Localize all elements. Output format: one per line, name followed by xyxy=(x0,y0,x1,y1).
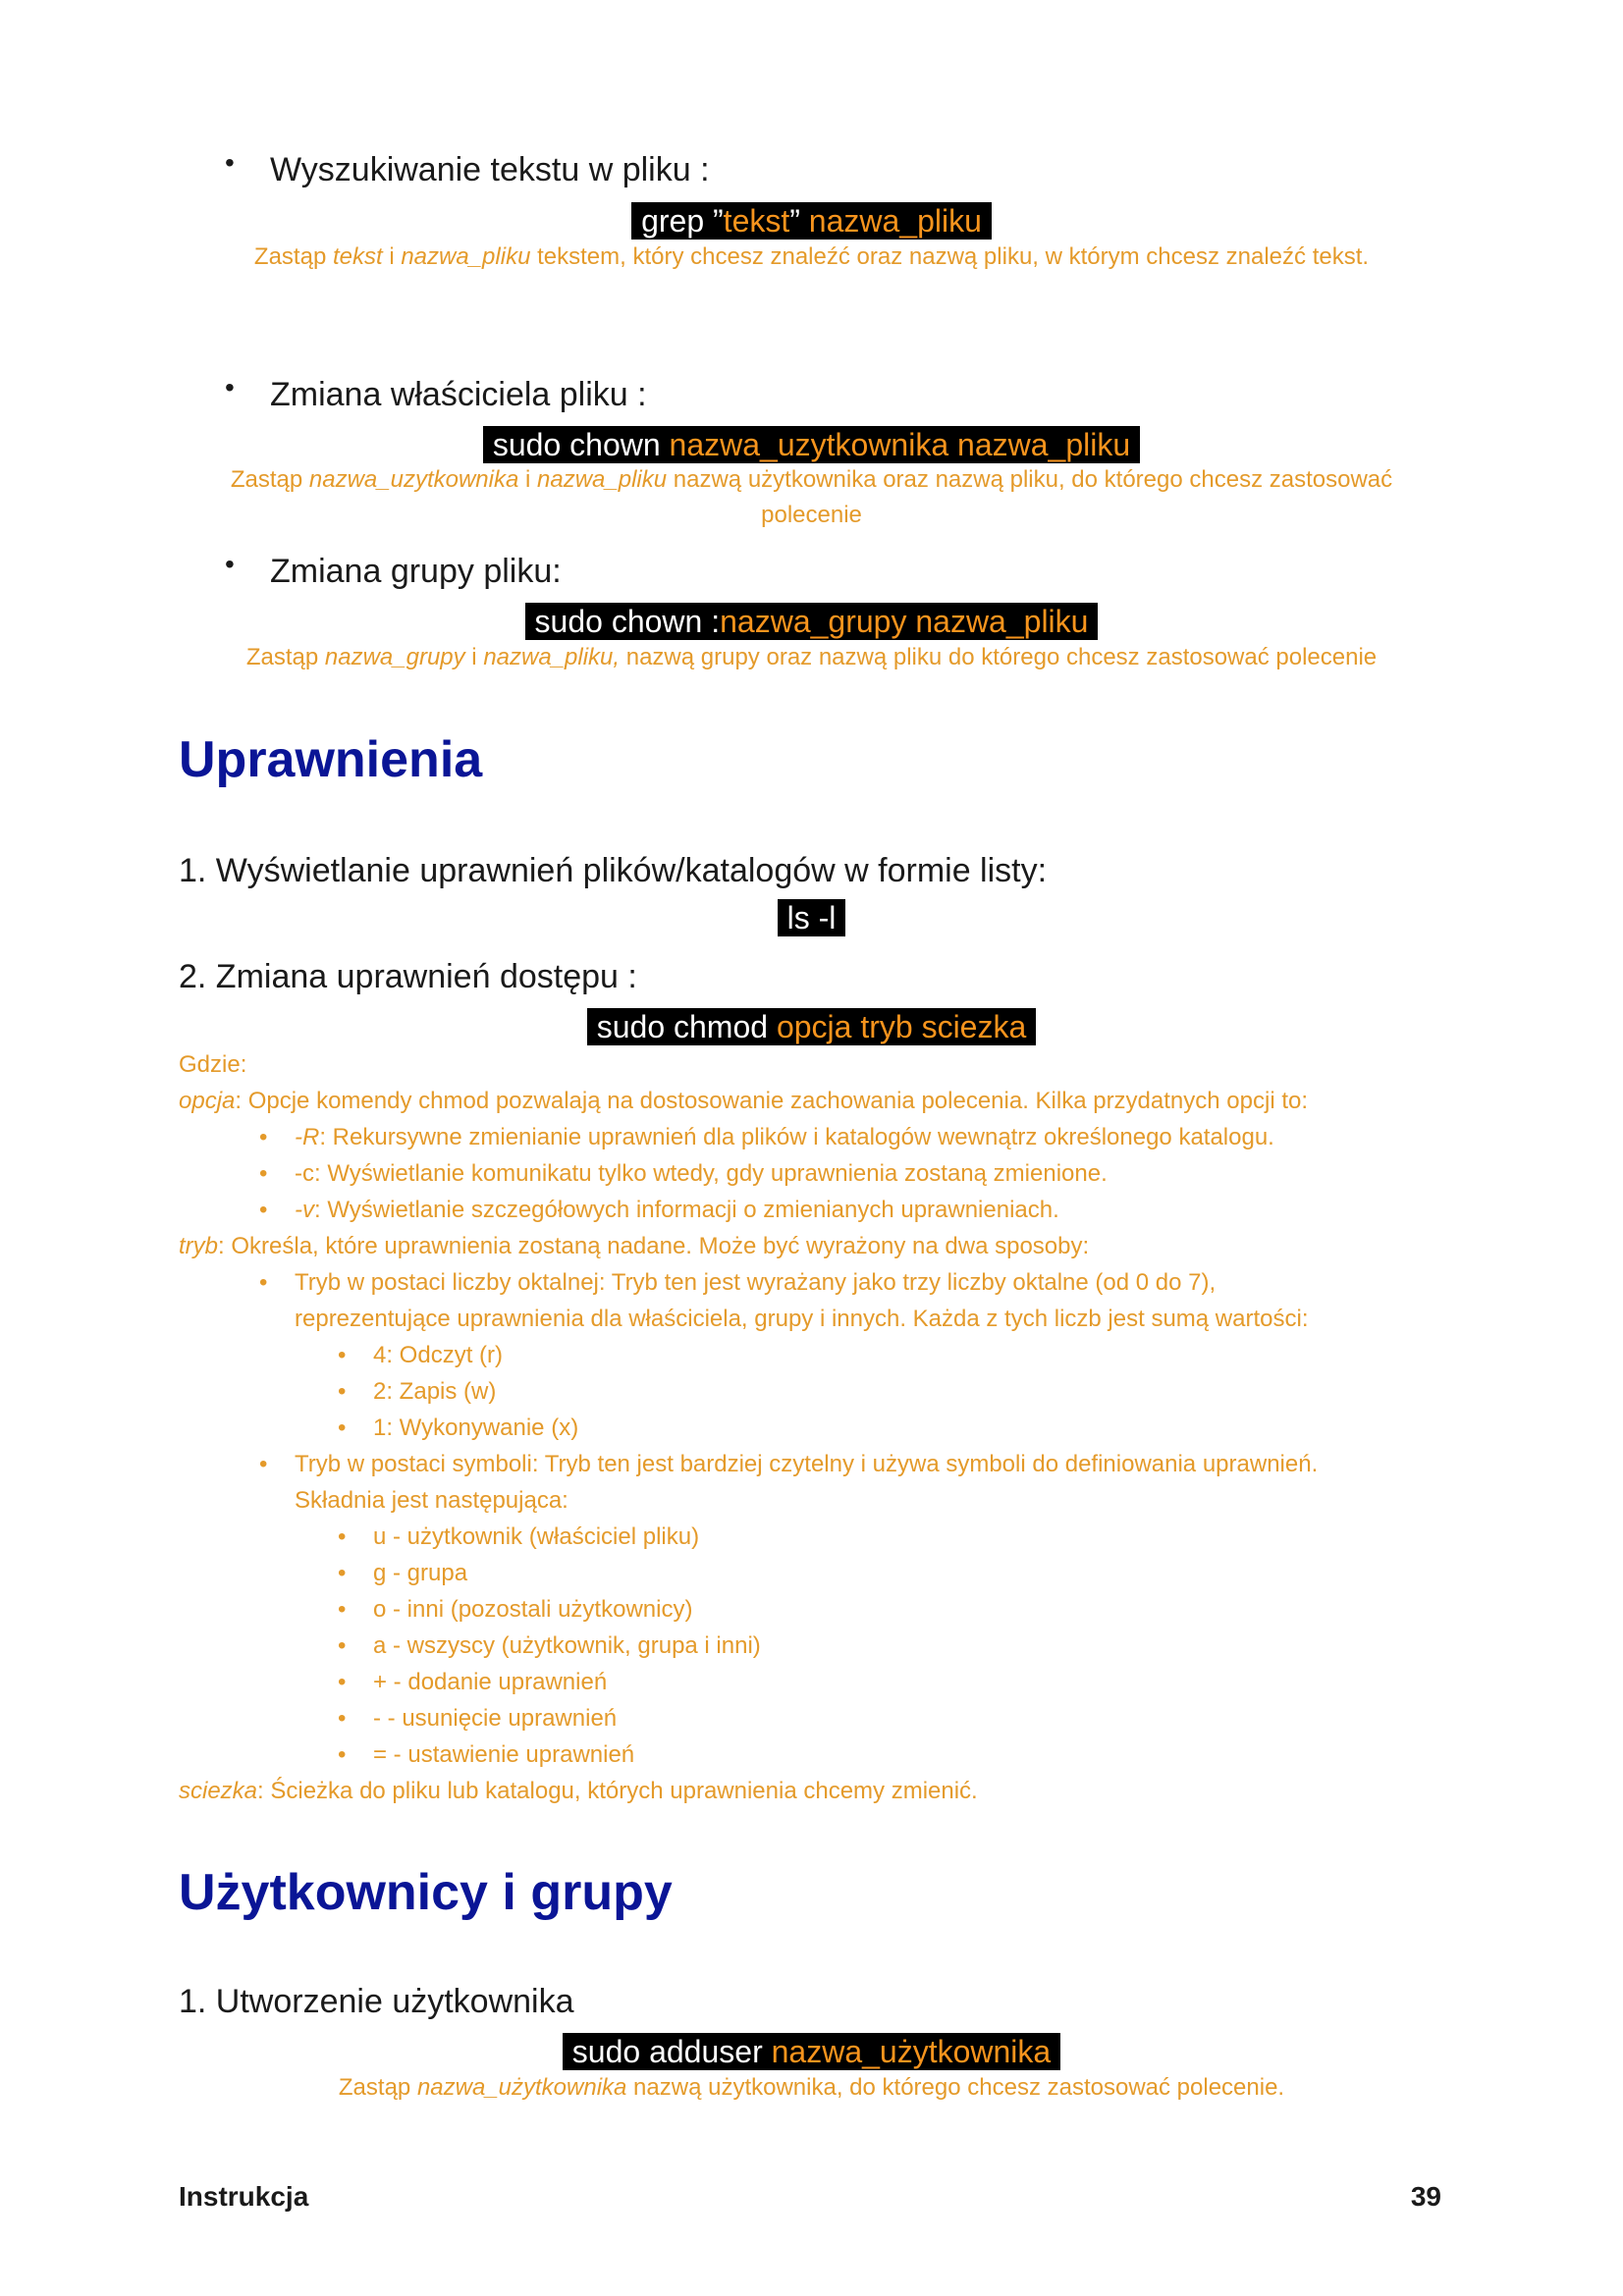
instruction-note: Zastąp nazwa_grupy i nazwa_pliku, nazwą grupy oraz nazwą pliku do którego chcesz zastosować polecenie xyxy=(245,644,1378,670)
bullet-icon: • xyxy=(259,1197,268,1223)
list-item: • 2: Zapis (w) xyxy=(373,1373,496,1410)
opcja-description: opcja: Opcje komendy chmod pozwalają na dostosowanie zachowania polecenia. Kilka przydatnych opcji to: xyxy=(179,1088,1308,1114)
list-item: • -R: Rekursywne zmienianie uprawnień dla plików i katalogów wewnątrz określonego katalogu. xyxy=(295,1119,1274,1155)
command-arg: nazwa_uzytkownika nazwa_pliku xyxy=(669,427,1131,462)
instruction-note: Zastąp nazwa_użytkownika nazwą użytkownika, do którego chcesz zastosować polecenie. xyxy=(338,2074,1285,2101)
command-text: sudo chmod xyxy=(596,1009,777,1044)
list-item: • -v: Wyświetlanie szczegółowych informacji o zmienianych uprawnieniach. xyxy=(295,1192,1059,1228)
command-block xyxy=(483,426,1140,463)
bullet-icon: • xyxy=(338,1741,347,1768)
bullet-icon: • xyxy=(338,1669,347,1695)
bullet-heading xyxy=(225,372,647,414)
command-text: grep ” xyxy=(641,203,724,239)
list-item: • Tryb w postaci liczby oktalnej: Tryb ten jest wyrażany jako trzy liczby oktalne (od 0 do 7), xyxy=(295,1264,1216,1301)
command-text: sudo chown xyxy=(492,427,670,462)
list-item: • Tryb w postaci symboli: Tryb ten jest bardziej czytelny i używa symboli do definiowania uprawnień. xyxy=(295,1446,1318,1482)
bullet-heading-text: Wyszukiwanie tekstu w pliku : xyxy=(270,151,710,188)
command-text: sudo chown : xyxy=(534,604,721,639)
list-item: • 1: Wykonywanie (x) xyxy=(373,1410,578,1446)
bullet-heading xyxy=(225,549,562,591)
bullet-icon: • xyxy=(338,1415,347,1441)
command-row xyxy=(0,1008,1623,1045)
bullet-heading-text: Zmiana właściciela pliku : xyxy=(270,376,647,413)
bullet-icon: • xyxy=(338,1560,347,1586)
bullet-icon: • xyxy=(338,1523,347,1550)
list-item: • 4: Odczyt (r) xyxy=(373,1337,503,1373)
sciezka-description: sciezka: Ścieżka do pliku lub katalogu, których uprawnienia chcemy zmienić. xyxy=(179,1778,978,1804)
tryb-description: tryb: Określa, które uprawnienia zostaną nadane. Może być wyrażony na dwa sposoby: xyxy=(179,1233,1090,1259)
list-item: • o - inni (pozostali użytkownicy) xyxy=(373,1591,692,1628)
numbered-heading: 1. Utworzenie użytkownika xyxy=(179,1983,574,2020)
bullet-icon: • xyxy=(338,1596,347,1623)
numbered-heading: 1. Wyświetlanie uprawnień plików/katalogów w formie listy: xyxy=(179,852,1048,889)
section-title: Użytkownicy i grupy xyxy=(179,1864,673,1921)
command-text: ” xyxy=(789,203,809,239)
list-item-continued: Składnia jest następująca: xyxy=(295,1487,568,1514)
command-text: sudo adduser xyxy=(571,2034,772,2069)
command-arg: nazwa_grupy nazwa_pliku xyxy=(720,604,1089,639)
list-item: • g - grupa xyxy=(373,1555,467,1591)
command-row xyxy=(0,202,1623,240)
command-arg: nazwa_użytkownika xyxy=(771,2034,1052,2069)
numbered-heading: 2. Zmiana uprawnień dostępu : xyxy=(179,958,637,995)
command-block xyxy=(587,1008,1037,1045)
list-item: • -c: Wyświetlanie komunikatu tylko wtedy, gdy uprawnienia zostaną zmienione. xyxy=(295,1155,1108,1192)
list-item: • - - usunięcie uprawnień xyxy=(373,1700,617,1736)
bullet-icon: • xyxy=(259,1451,268,1477)
command-block: ls -l xyxy=(778,899,846,936)
list-item: • a - wszyscy (użytkownik, grupa i inni) xyxy=(373,1628,761,1664)
bullet-icon: • xyxy=(225,549,235,579)
list-item: • + - dodanie uprawnień xyxy=(373,1664,607,1700)
instruction-note: Zastąp nazwa_uzytkownika i nazwa_pliku nazwą użytkownika oraz nazwą pliku, do którego chcesz zastosować polecenie xyxy=(230,466,1393,528)
bullet-icon: • xyxy=(259,1269,268,1296)
page-number: 39 xyxy=(1410,2181,1441,2212)
list-item: • = - ustawienie uprawnień xyxy=(373,1736,634,1773)
command-row xyxy=(0,603,1623,640)
bullet-icon: • xyxy=(338,1378,347,1405)
bullet-icon: • xyxy=(225,372,235,402)
command-arg: tekst xyxy=(723,203,790,239)
list-item: • u - użytkownik (właściciel pliku) xyxy=(373,1519,699,1555)
bullet-icon: • xyxy=(225,147,235,178)
command-arg: opcja tryb sciezka xyxy=(776,1009,1027,1044)
where-label: Gdzie: xyxy=(179,1051,247,1078)
command-row xyxy=(0,426,1623,463)
bullet-heading xyxy=(225,147,710,189)
bullet-icon: • xyxy=(338,1342,347,1368)
footer-title: Instrukcja xyxy=(179,2181,309,2212)
list-item-continued: reprezentujące uprawnienia dla właściciela, grupy i innych. Każda z tych liczb jest sumą wartości: xyxy=(295,1306,1309,1332)
bullet-icon: • xyxy=(338,1632,347,1659)
command-row xyxy=(0,899,1623,936)
command-block xyxy=(631,202,992,240)
command-arg: nazwa_pliku xyxy=(808,203,982,239)
bullet-icon: • xyxy=(259,1124,268,1150)
bullet-heading-text: Zmiana grupy pliku: xyxy=(270,553,562,590)
command-block xyxy=(525,603,1099,640)
instruction-note: Zastąp tekst i nazwa_pliku tekstem, który chcesz znaleźć oraz nazwą pliku, w którym chcesz znaleźć tekst. xyxy=(253,243,1370,270)
command-row xyxy=(0,2033,1623,2070)
bullet-icon: • xyxy=(338,1705,347,1732)
command-block xyxy=(563,2033,1060,2070)
section-title: Uprawnienia xyxy=(179,731,483,788)
bullet-icon: • xyxy=(259,1160,268,1187)
